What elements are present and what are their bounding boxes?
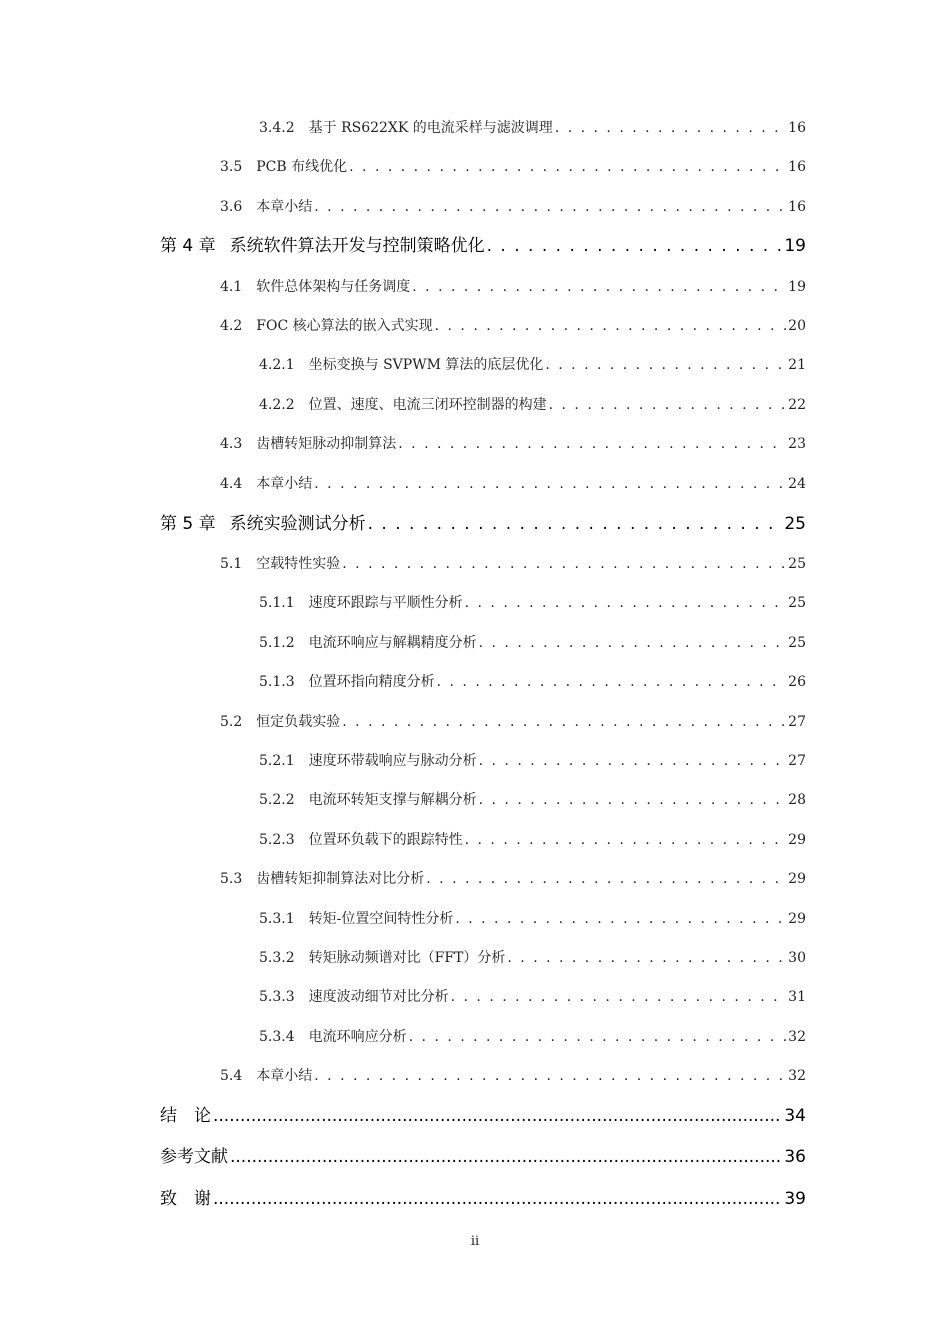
toc-backmatter-acknowledgements[interactable] (160, 1186, 806, 1212)
toc-entry-number: 4.2.1 (259, 357, 295, 373)
toc-dot-leader (479, 787, 787, 813)
toc-entry-title: 恒定负载实验 (256, 714, 341, 730)
toc-dot-leader (451, 984, 787, 1010)
toc-chapter-number: 第 5 章 (160, 514, 216, 534)
toc-entry-number: 5.2.3 (259, 832, 295, 848)
toc-entry-page: 28 (788, 792, 806, 808)
toc-entry-page: 25 (788, 595, 806, 611)
page-number: ii (470, 1234, 480, 1249)
toc-entry[interactable] (220, 471, 806, 497)
toc-entry[interactable] (259, 787, 806, 813)
toc-entry-number: 5.3 (220, 871, 243, 887)
toc-entry[interactable] (259, 984, 806, 1010)
toc-entry-page: 25 (788, 556, 806, 572)
toc-dot-leader (465, 827, 787, 853)
toc-entry-title: 本章小结 (256, 476, 313, 492)
toc-entry-title: 坐标变换与 SVPWM 算法的底层优化 (308, 357, 544, 373)
toc-entry-page: 39 (784, 1189, 806, 1209)
toc-entry[interactable] (259, 352, 806, 378)
toc-dot-leader (314, 194, 786, 220)
toc-entry-title: 空载特性实验 (256, 556, 341, 572)
toc-entry[interactable] (220, 194, 806, 220)
toc-entry[interactable] (220, 1063, 806, 1089)
toc-entry[interactable] (220, 274, 806, 300)
toc-entry-number: 5.2.1 (259, 753, 295, 769)
toc-entry-number: 4.2 (220, 318, 243, 334)
toc-entry-title: 致 谢 (160, 1189, 211, 1209)
toc-entry-page: 26 (788, 674, 806, 690)
toc-entry[interactable] (220, 313, 806, 339)
toc-dot-leader (479, 748, 787, 774)
toc-entry[interactable] (220, 551, 806, 577)
toc-entry-page: 29 (788, 911, 806, 927)
toc-entry-page: 22 (788, 397, 806, 413)
toc-entry-number: 3.6 (220, 199, 243, 215)
toc-dot-leader (314, 471, 786, 497)
toc-entry[interactable] (259, 945, 806, 971)
toc-entry-title: 位置环负载下的跟踪特性 (308, 832, 463, 848)
toc-entry-page: 30 (788, 950, 806, 966)
toc-dot-leader (213, 1103, 782, 1129)
toc-entry-number: 4.1 (220, 279, 243, 295)
toc-entry[interactable] (259, 748, 806, 774)
toc-entry[interactable] (220, 866, 806, 892)
toc-entry[interactable] (259, 115, 806, 141)
toc-entry-title: 位置、速度、电流三闭环控制器的构建 (308, 397, 547, 413)
toc-entry-title: 转矩-位置空间特性分析 (308, 911, 454, 927)
toc-dot-leader (435, 313, 787, 339)
toc-entry-number: 3.5 (220, 159, 243, 175)
toc-dot-leader (487, 233, 783, 259)
toc-entry[interactable] (259, 906, 806, 932)
toc-dot-leader (549, 392, 787, 418)
toc-entry-title: 速度环跟踪与平顺性分析 (308, 595, 463, 611)
toc-dot-leader (465, 590, 787, 616)
toc-entry-title: 参考文献 (160, 1147, 228, 1167)
toc-entry-page: 27 (788, 753, 806, 769)
toc-entry-number: 4.2.2 (259, 397, 295, 413)
toc-entry-title: 本章小结 (256, 199, 313, 215)
toc-dot-leader (409, 1024, 787, 1050)
toc-entry-title: 电流环响应与解耦精度分析 (308, 635, 477, 651)
toc-entry-page: 16 (788, 120, 806, 136)
toc-entry[interactable] (259, 590, 806, 616)
toc-entry-page: 32 (788, 1068, 806, 1084)
toc-chapter-number: 第 4 章 (160, 236, 216, 256)
toc-entry-number: 5.3.4 (259, 1029, 295, 1045)
toc-entry-number: 5.3.3 (259, 989, 295, 1005)
toc-dot-leader (368, 511, 783, 537)
toc-entry[interactable] (259, 827, 806, 853)
toc-dot-leader (349, 154, 786, 180)
toc-chapter-title: 系统软件算法开发与控制策略优化 (229, 236, 485, 256)
toc-entry-title: 电流环转矩支撑与解耦分析 (308, 792, 477, 808)
toc-entry-page: 25 (788, 635, 806, 651)
toc-entry-title: 本章小结 (256, 1068, 313, 1084)
toc-chapter-entry[interactable] (160, 511, 806, 537)
toc-entry-title: 位置环指向精度分析 (308, 674, 435, 690)
toc-entry-number: 5.1.3 (259, 674, 295, 690)
toc-entry-title: 软件总体架构与任务调度 (256, 279, 411, 295)
toc-entry-page: 31 (788, 989, 806, 1005)
toc-entry-title: 转矩脉动频谱对比（FFT）分析 (308, 950, 506, 966)
toc-dot-leader (230, 1144, 782, 1170)
toc-dot-leader (314, 1063, 786, 1089)
toc-entry-title: 基于 RS622XK 的电流采样与滤波调理 (308, 120, 553, 136)
toc-entry[interactable] (259, 1024, 806, 1050)
toc-entry[interactable] (259, 669, 806, 695)
toc-dot-leader (437, 669, 787, 695)
toc-entry-title: 齿槽转矩脉动抑制算法 (256, 436, 397, 452)
toc-entry[interactable] (220, 709, 806, 735)
toc-entry-number: 3.4.2 (259, 120, 295, 136)
toc-entry-number: 5.1.2 (259, 635, 295, 651)
toc-entry-page: 19 (784, 236, 806, 256)
toc-entry-title: FOC 核心算法的嵌入式实现 (256, 318, 433, 334)
toc-entry-page: 24 (788, 476, 806, 492)
toc-entry-page: 36 (784, 1147, 806, 1167)
toc-entry-page: 27 (788, 714, 806, 730)
toc-entry-page: 23 (788, 436, 806, 452)
toc-dot-leader (555, 115, 786, 141)
toc-chapter-entry[interactable] (160, 233, 806, 259)
toc-entry-number: 5.1.1 (259, 595, 295, 611)
toc-entry-page: 32 (788, 1029, 806, 1045)
toc-entry-page: 34 (784, 1106, 806, 1126)
toc-entry-title: 结 论 (160, 1106, 211, 1126)
toc-entry-page: 19 (788, 279, 806, 295)
toc-entry-title: 速度波动细节对比分析 (308, 989, 449, 1005)
toc-entry-page: 21 (788, 357, 806, 373)
toc-entry[interactable] (259, 392, 806, 418)
toc-dot-leader (426, 866, 786, 892)
toc-entry-page: 29 (788, 871, 806, 887)
toc-entry-number: 5.2.2 (259, 792, 295, 808)
toc-dot-leader (412, 274, 786, 300)
toc-entry-number: 5.3.2 (259, 950, 295, 966)
toc-entry-number: 4.3 (220, 436, 243, 452)
toc-entry-number: 5.3.1 (259, 911, 295, 927)
toc-entry-page: 29 (788, 832, 806, 848)
toc-entry-page: 20 (788, 318, 806, 334)
toc-entry-title: 齿槽转矩抑制算法对比分析 (256, 871, 425, 887)
toc-entry-title: 电流环响应分析 (308, 1029, 407, 1045)
toc-entry-number: 5.2 (220, 714, 243, 730)
toc-entry[interactable] (220, 431, 806, 457)
toc-dot-leader (507, 945, 786, 971)
toc-dot-leader (398, 431, 786, 457)
toc-entry-title: PCB 布线优化 (256, 159, 348, 175)
toc-entry-page: 16 (788, 159, 806, 175)
toc-entry[interactable] (259, 630, 806, 656)
toc-dot-leader (545, 352, 786, 378)
toc-entry-page: 16 (788, 199, 806, 215)
toc-dot-leader (479, 630, 787, 656)
toc-backmatter-conclusion[interactable] (160, 1103, 806, 1129)
toc-dot-leader (213, 1186, 782, 1212)
toc-entry-number: 4.4 (220, 476, 243, 492)
toc-entry-title: 速度环带载响应与脉动分析 (308, 753, 477, 769)
toc-entry-page: 25 (784, 514, 806, 534)
toc-dot-leader (342, 709, 786, 735)
toc-entry[interactable] (220, 154, 806, 180)
toc-dot-leader (455, 906, 786, 932)
toc-entry-number: 5.4 (220, 1068, 243, 1084)
toc-chapter-title: 系统实验测试分析 (229, 514, 366, 534)
toc-entry-number: 5.1 (220, 556, 243, 572)
toc-dot-leader (342, 551, 786, 577)
toc-backmatter-references[interactable] (160, 1144, 806, 1170)
